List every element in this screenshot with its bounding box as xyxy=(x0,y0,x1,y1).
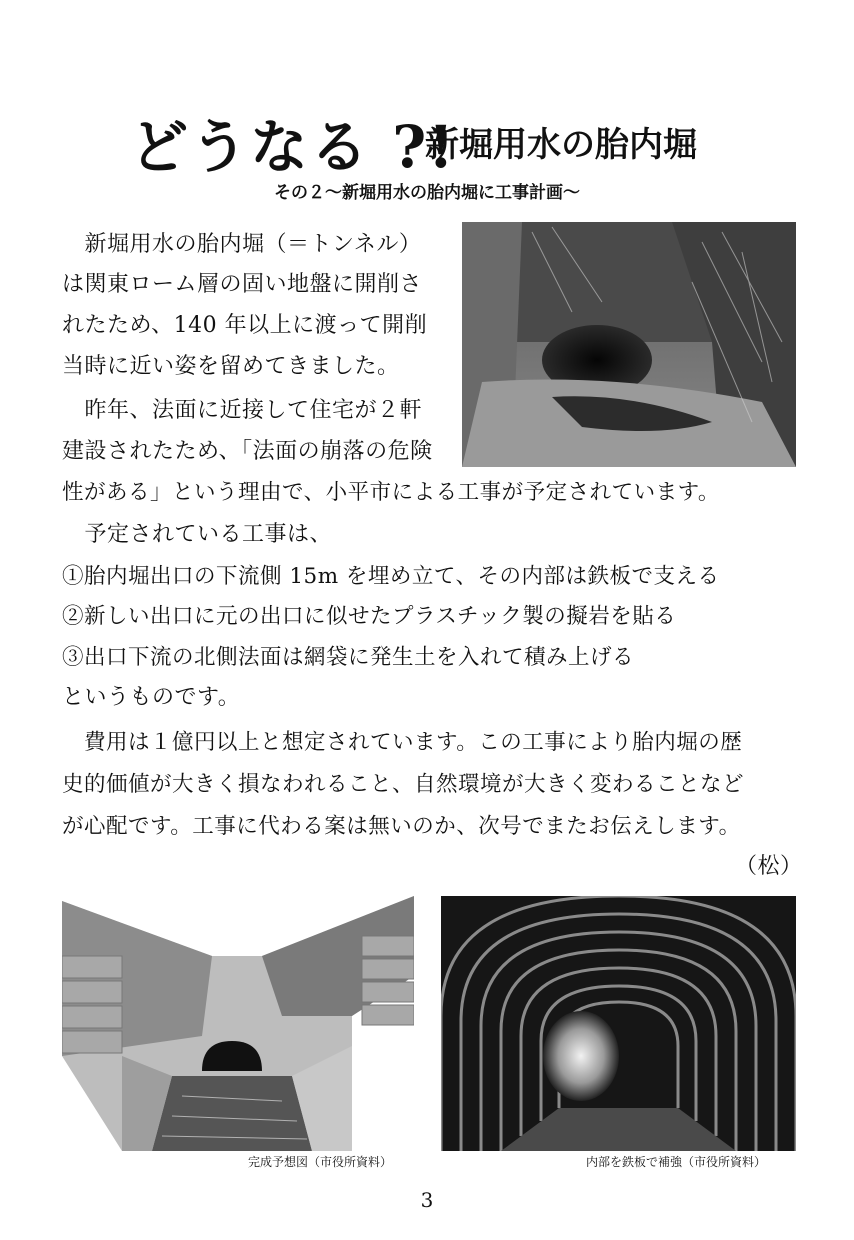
body-line: 性がある」という理由で、小平市による工事が予定されています。 xyxy=(62,480,720,505)
body-line: れたため、140 年以上に渡って開削 xyxy=(62,313,428,338)
body-line: 新堀用水の胎内堀（＝トンネル） xyxy=(62,232,422,257)
tunnel-entrance-photo xyxy=(462,222,796,467)
body-line: は関東ローム層の固い地盤に開削さ xyxy=(62,272,423,297)
body-line: が心配です。工事に代わる案は無いのか、次号でまたお伝えします。 xyxy=(62,814,741,839)
body-line: ①胎内堀出口の下流側 15m を埋め立て、その内部は鉄板で支える xyxy=(62,564,720,589)
subtitle: その２〜新堀用水の胎内堀に工事計画〜 xyxy=(274,183,580,203)
body-line: 昨年、法面に近接して住宅が２軒 xyxy=(62,398,423,423)
body-line: 当時に近い姿を留めてきました。 xyxy=(62,354,400,379)
body-line: ②新しい出口に元の出口に似せたプラスチック製の擬岩を貼る xyxy=(62,604,677,629)
body-line: 費用は１億円以上と想定されています。この工事により胎内堀の歴 xyxy=(62,730,743,755)
tunnel-interior-photo xyxy=(441,896,796,1151)
page-title: どうなる ?! xyxy=(130,113,456,181)
body-line: というものです。 xyxy=(62,685,241,710)
body-line: 建設されたため、｢法面の崩落の危険 xyxy=(62,439,433,464)
body-line: 史的価値が大きく損なわれること、自然環境が大きく変わることなど xyxy=(62,772,745,797)
body-line: ③出口下流の北側法面は網袋に発生土を入れて積み上げる xyxy=(62,645,635,670)
page-number: 3 xyxy=(420,1188,434,1212)
figure-caption-right: 内部を鉄板で補強（市役所資料） xyxy=(586,1155,767,1169)
body-line: 予定されている工事は、 xyxy=(62,522,333,547)
figure-caption-left: 完成予想図（市役所資料） xyxy=(248,1155,393,1169)
author-signature: （松） xyxy=(735,854,803,879)
page-title-sub: 新堀用水の胎内堀 xyxy=(425,125,697,165)
completion-sketch-figure xyxy=(62,896,414,1151)
